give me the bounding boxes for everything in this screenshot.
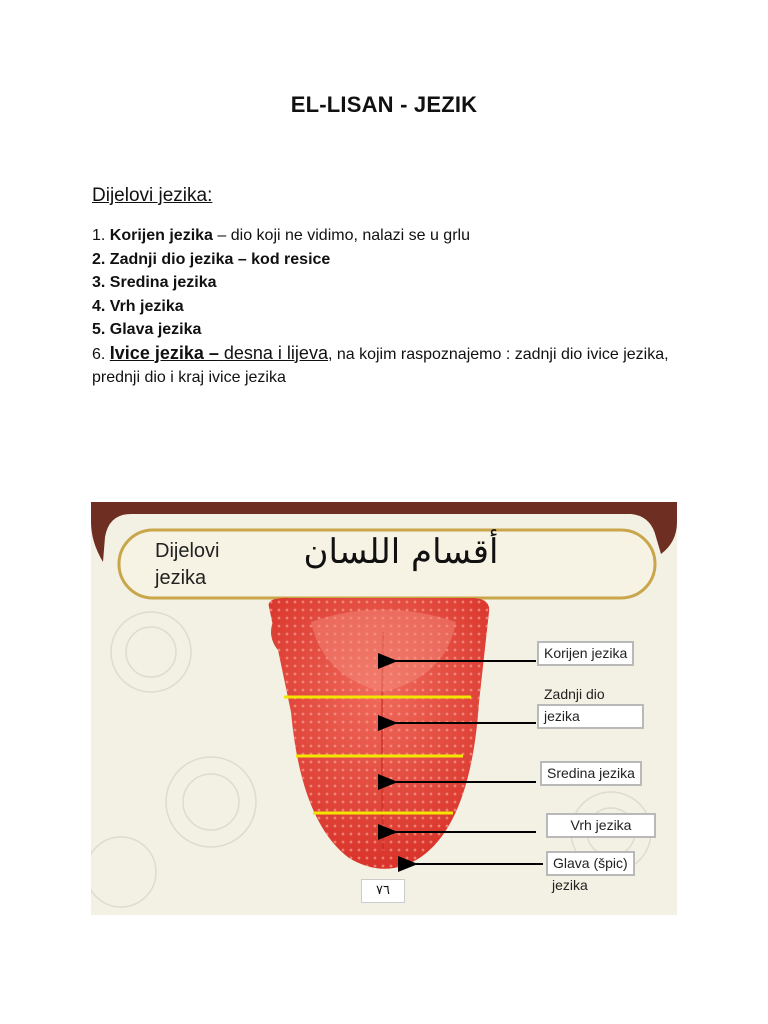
label-back: Zadnji dio jezika: [544, 685, 644, 729]
label-tip: Vrh jezika: [546, 813, 656, 838]
list-item: 6. Ivice jezika – desna i lijeva, na kojim raspoznajemo : zadnji dio ivice jezika, prednji dio i kraj ivice jezika: [92, 342, 669, 386]
label-head: Glava (špic) jezika: [546, 851, 635, 895]
section-subtitle: Dijelovi jezika:: [92, 185, 213, 206]
arabic-title: أقسام اللسان: [303, 532, 499, 572]
list-item: 3. Sredina jezika: [92, 274, 217, 291]
list-item: 2. Zadnji dio jezika – kod resice: [92, 250, 331, 268]
label-middle: Sredina jezika: [540, 761, 642, 786]
page-title: EL-LISAN - JEZIK: [290, 92, 478, 117]
tongue-parts-list: [92, 224, 692, 390]
tongue-diagram: [91, 502, 677, 915]
list-item: 4. Vrh jezika: [92, 297, 184, 315]
label-root: Korijen jezika: [537, 641, 634, 666]
page-number: ٧٦: [361, 879, 405, 903]
list-item: 5. Glava jezika: [92, 321, 202, 338]
banner-label: Dijelovi jezika: [155, 540, 220, 589]
list-item: 1. Korijen jezika – dio koji ne vidimo, nalazi se u grlu: [92, 227, 470, 244]
